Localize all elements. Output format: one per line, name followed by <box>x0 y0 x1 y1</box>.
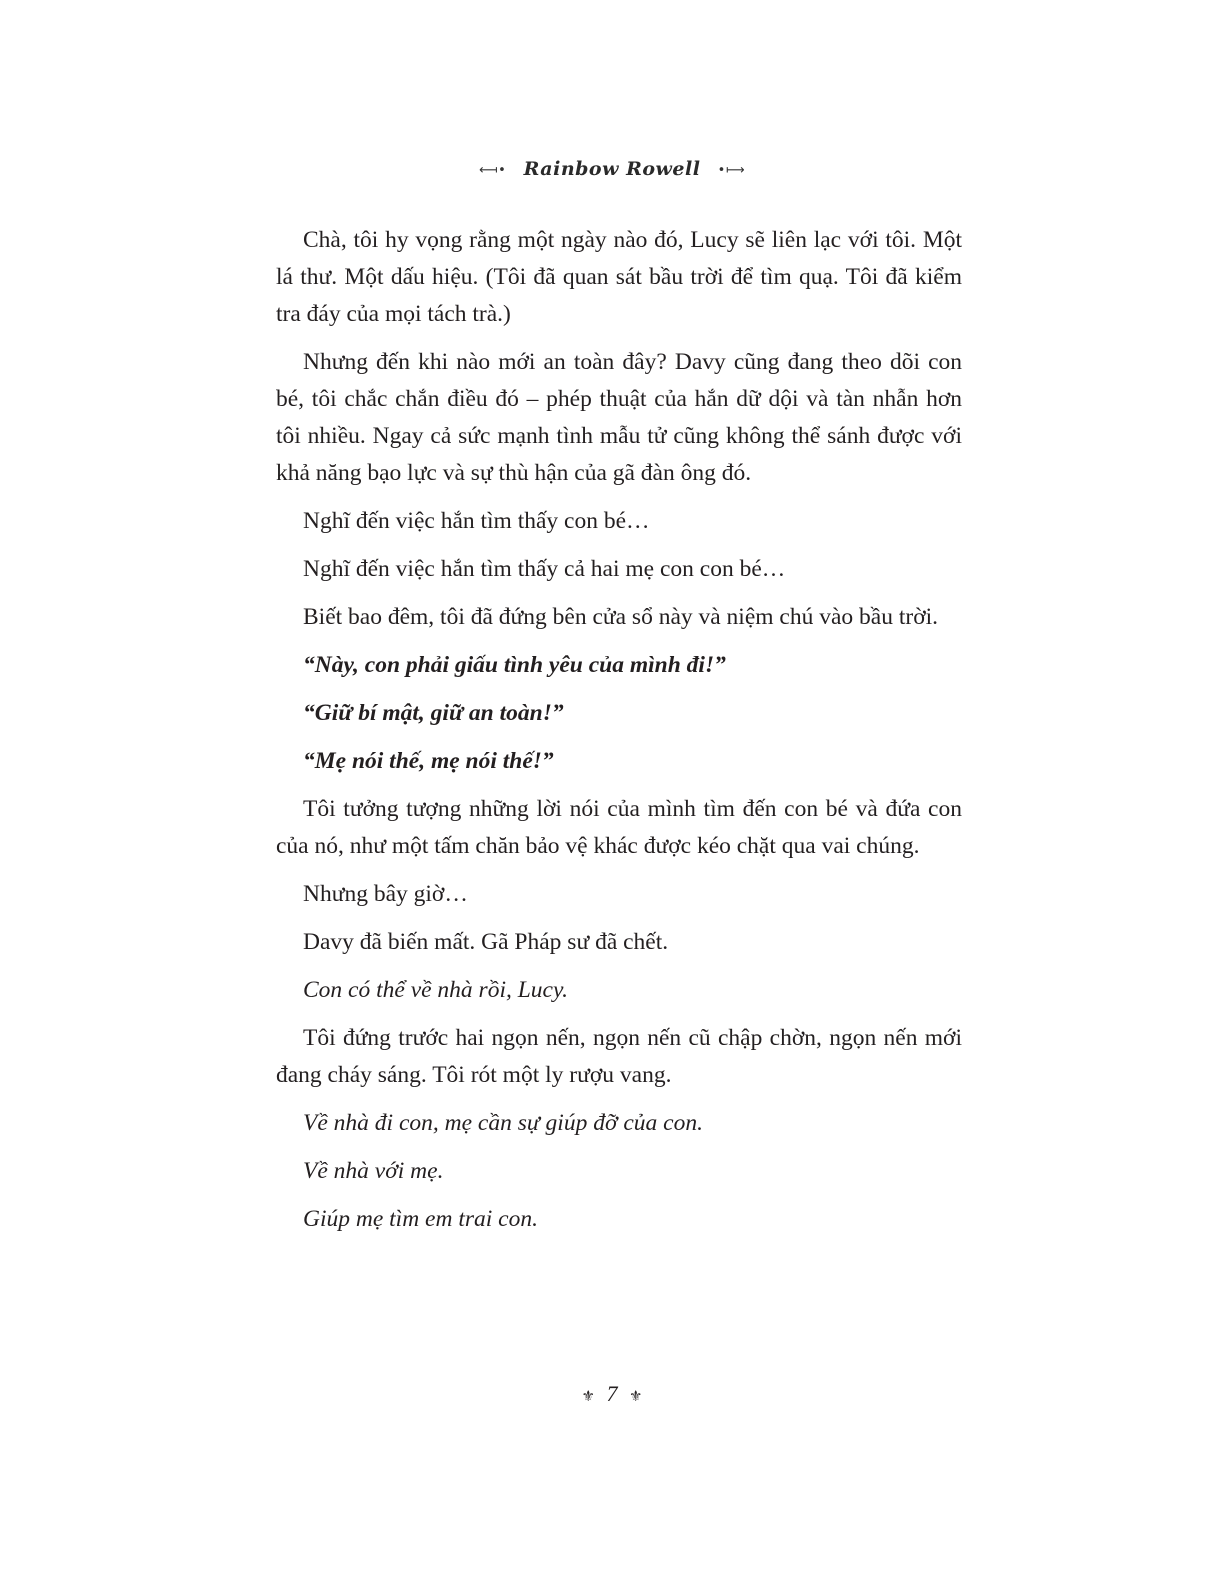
italic-line: Về nhà với mẹ. <box>303 1158 444 1184</box>
paragraph: Tôi đứng trước hai ngọn nến, ngọn nến cũ chập chờn, ngọn nến mới đang cháy sáng. Tôi rót một ly rượu vang. <box>276 1025 962 1088</box>
arrow-ornament-left-icon: ⟻• <box>479 163 507 179</box>
paragraph: Chà, tôi hy vọng rằng một ngày nào đó, Lucy sẽ liên lạc với tôi. Một lá thư. Một dấu hiệu. (Tôi đã quan sát bầu trời để tìm quạ. Tôi đã kiểm tra đáy của mọi tách trà.) <box>276 227 962 327</box>
spell-line: “Này, con phải giấu tình yêu của mình đi!” <box>303 652 726 678</box>
paragraph: Tôi tưởng tượng những lời nói của mình tìm đến con bé và đứa con của nó, như một tấm chăn bảo vệ khác được kéo chặt qua vai chúng. <box>276 796 962 859</box>
arrow-ornament-right-icon: •⟼ <box>717 163 745 179</box>
fleur-de-lis-right-icon: ⚜ <box>629 1386 643 1405</box>
spell-line: “Giữ bí mật, giữ an toàn!” <box>303 700 564 726</box>
paragraph: Davy đã biến mất. Gã Pháp sư đã chết. <box>303 929 669 955</box>
fleur-de-lis-left-icon: ⚜ <box>581 1386 595 1405</box>
paragraph: Nhưng bây giờ… <box>303 881 468 907</box>
page-body <box>276 222 962 1249</box>
italic-line: Về nhà đi con, mẹ cần sự giúp đỡ của con. <box>303 1110 703 1136</box>
paragraph: Nghĩ đến việc hắn tìm thấy cả hai mẹ con con bé… <box>303 556 786 582</box>
paragraph: Nhưng đến khi nào mới an toàn đây? Davy cũng đang theo dõi con bé, tôi chắc chắn điều đó – phép thuật của hắn dữ dội và tàn nhẫn hơn tôi nhiều. Ngay cả sức mạnh tình mẫu tử cũng không thể sánh được với khả năng bạo lực và sự thù hận của gã đàn ông đó. <box>276 349 962 486</box>
running-header <box>0 158 1224 181</box>
paragraph: Biết bao đêm, tôi đã đứng bên cửa sổ này và niệm chú vào bầu trời. <box>303 604 939 630</box>
italic-line: Con có thể về nhà rồi, Lucy. <box>303 977 568 1003</box>
page-footer <box>0 1381 1224 1407</box>
page-number: 7 <box>606 1381 618 1406</box>
author-name: Rainbow Rowell <box>523 158 701 180</box>
paragraph: Nghĩ đến việc hắn tìm thấy con bé… <box>303 508 650 534</box>
spell-line: “Mẹ nói thế, mẹ nói thế!” <box>303 748 554 774</box>
italic-line: Giúp mẹ tìm em trai con. <box>303 1206 538 1232</box>
